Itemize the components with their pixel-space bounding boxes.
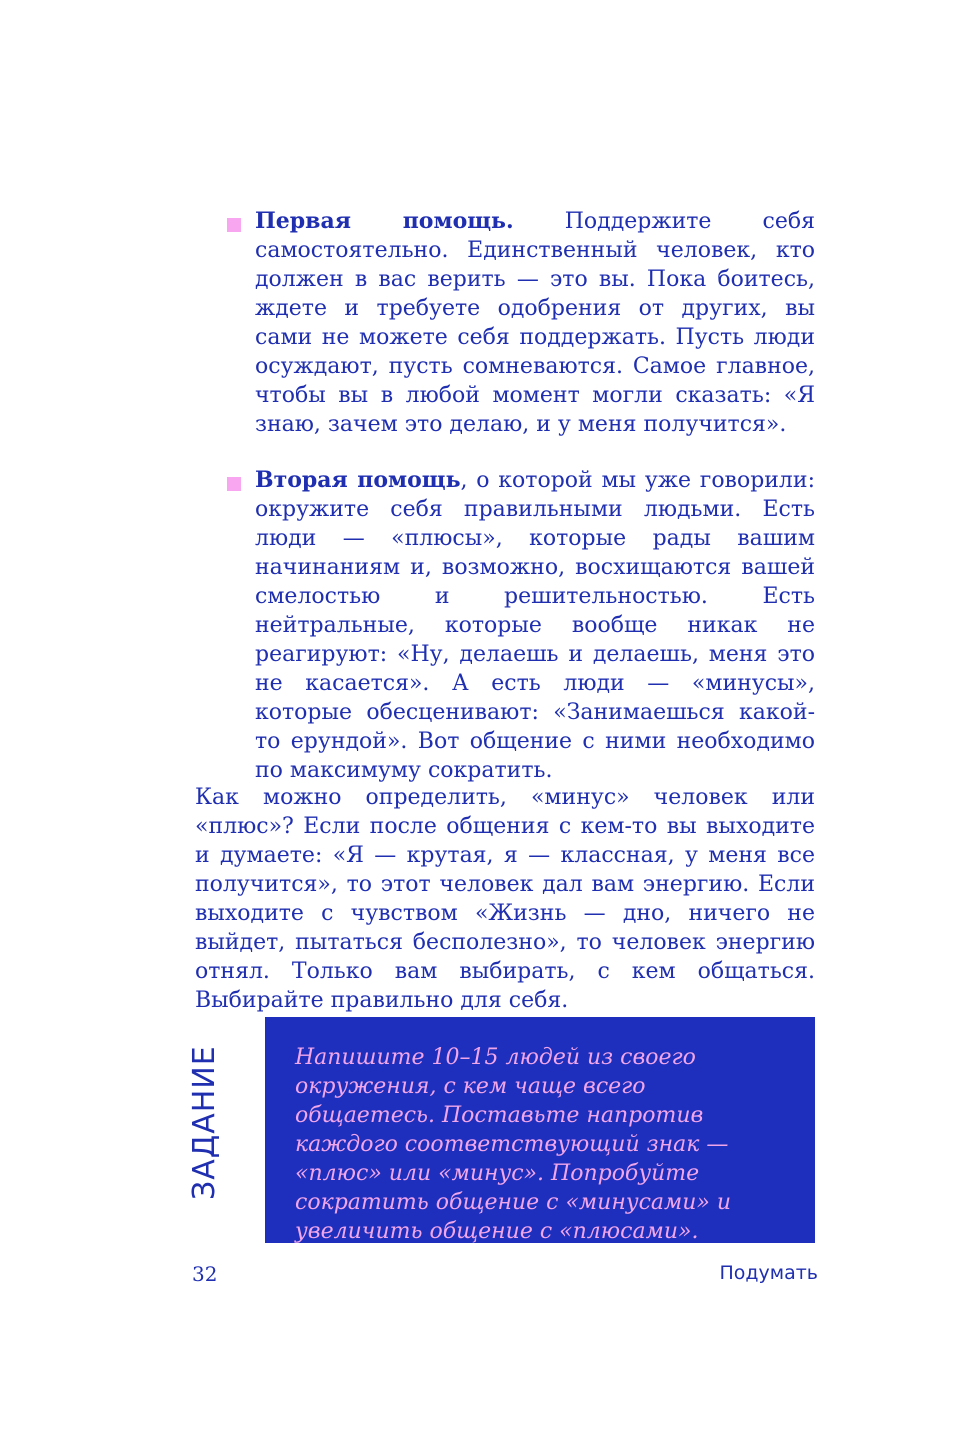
bullet-item-first-aid — [227, 207, 815, 439]
section-name: Подумать — [719, 1262, 818, 1284]
bullet-lead: Первая помощь. — [255, 208, 514, 234]
task-box — [265, 1017, 815, 1243]
bullet-body: , о которой мы уже говорили: окружите себя правильными людьми. Есть люди — «плюсы», которые рады вашим начинаниям и, возможно, восхищаются вашей смелостью и решительностью. Есть нейтральные, которые вообще никак не реагируют: «Ну, делаешь и делаешь, меня это не касается». А есть люди — «минусы», которые обесценивают: «Занимаешься какой-то ерундой». Вот общение с ними необходимо по максимуму сократить. — [255, 468, 815, 783]
bullet-text — [255, 466, 815, 785]
bullet-square-icon — [227, 218, 241, 232]
bullet-body: Поддержите себя самостоятельно. Единственный человек, кто должен в вас верить — это вы. Пока боитесь, ждете и требуете одобрения от других, вы сами не можете себя поддержать. Пусть люди осуждают, пусть сомневаются. Самое главное, чтобы вы в любой момент могли сказать: «Я знаю, зачем это делаю, и у меня получится». — [255, 209, 815, 437]
page-number: 32 — [192, 1262, 218, 1286]
bullet-square-icon — [227, 477, 241, 491]
task-label: ЗАДАНИЕ — [187, 1045, 222, 1200]
body-paragraph: Как можно определить, «минус» человек или «плюс»? Если после общения с кем-то вы выходите и думаете: «Я — крутая, я — классная, у меня все получится», то этот человек дал вам энергию. Если выходите с чувством «Жизнь — дно, ничего не выйдет, пытаться бесполезно», то человек энергию отнял. Только вам выбирать, с кем общаться. Выбирайте правильно для себя. — [195, 785, 815, 1013]
bullet-text — [255, 207, 815, 439]
task-text: Напишите 10–15 людей из своего окружения, с кем чаще всего общаетесь. Поставьте напротив каждого соответствующий знак — «плюс» или «минус». Попробуйте сократить общение с «минусами» и увеличить общение с «плюсами». — [295, 1045, 732, 1244]
bullet-lead: Вторая помощь — [255, 467, 461, 493]
bullet-item-second-aid — [227, 466, 815, 785]
